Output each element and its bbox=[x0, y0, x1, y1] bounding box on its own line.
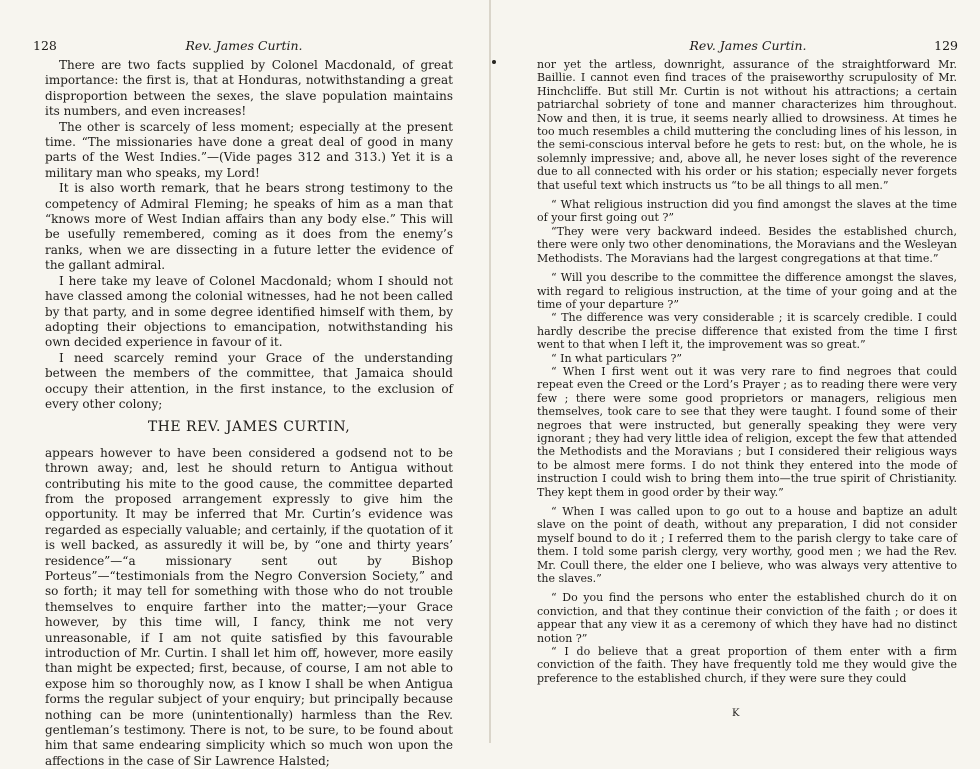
left-paragraph: appears however to have been considered a godsend not to be thrown away; and, lest he should return to Antigua without contributing his mite to the good cause, the committee departed from the proposed arrangement expressly to give him the opportunity. It may be inferred that Mr. Curtin’s evidence was regarded as especially valuable; and certainly, if the quotation of it is well backed, as assuredly it will be, by “one and thirty years’ residence”—“a missionary sent out by Bishop Porteus”—“testimonials from the Negro Conversion Society,” and so forth; it may tell for something with those who do not trouble themselves to enquire farther into the matter;—your Grace however, by this time will, I fancy, think me not very unreasonable, if I am not quite satisfied by this favourable introduction of Mr. Curtin. I shall let him off, however, more easily than might be expected; first, because, of course, I am not able to expose him so thoroughly now, as I know I shall be when Antigua forms the regular subject of your enquiry; but principally because nothing can be more (unintentionally) harmless than the Rev. gentleman’s testimony. There is not, to be sure, to be found about him that same endearing simplicity which so much won upon the affections in the case of Sir Lawrence Halsted; bbox=[45, 445, 453, 768]
right-paragraph: “ When I first went out it was very rare to find negroes that could repeat even the Creed or the Lord’s Prayer ; as to reading there were very few ; there were some good proprietors or managers, religious men themselves, took care to see that they were taught. I found some of their negroes that were instructed, but generally speaking they were very ignorant ; they had very little idea of religion, except the few that attended the Methodists and the Moravians ; but I considered their religious ways to be almost mere forms. I do not think they entered into the mode of instruction I could wish to bring them into—the true spirit of Christianity. They kept them in good order by their way.” bbox=[537, 364, 957, 499]
right-paragraph: “ The difference was very considerable ; it is scarcely credible. I could hardly describe the precise difference that existed from the time I first went to that when I left it, the improvement was so great.” bbox=[537, 311, 957, 352]
right-paragraph: “ I do believe that a great proportion of them enter with a firm conviction of the faith. They have frequently told me they would give the preference to the established church, if they were sure they could bbox=[537, 645, 957, 685]
left-paragraph: There are two facts supplied by Colonel Macdonald, of great importance: the first is, that at Honduras, notwithstanding a great disproportion between the sexes, the slave population maintains its numbers, and even increases! bbox=[45, 58, 453, 119]
right-page-header bbox=[538, 38, 958, 56]
right-running-head: Rev. James Curtin. bbox=[689, 38, 807, 53]
left-page bbox=[0, 0, 490, 768]
right-paragraph: “ What religious instruction did you find amongst the slaves at the time of your first going out ?” bbox=[537, 198, 957, 225]
left-paragraph: I need scarcely remind your Grace of the understanding between the members of the committee, that Jamaica should occupy their attention, in the first instance, to the exclusion of every other colony; bbox=[45, 350, 453, 411]
right-paragraph: “They were very backward indeed. Besides the established church, there were only two other denominations, the Moravians and the Wesleyan Methodists. The Moravians had the largest congregations at that time.” bbox=[537, 224, 957, 265]
right-paragraph: “ Will you describe to the committee the difference amongst the slaves, with regard to religious instruction, at the time of your going and at the time of your departure ?” bbox=[537, 271, 957, 311]
left-page-number: 128 bbox=[33, 38, 57, 53]
right-page bbox=[490, 0, 980, 743]
right-paragraph: “ When I was called upon to go out to a house and baptize an adult slave on the point of death, without any preparation, I did not consider myself bound to do it ; I referred them to the parish clergy to take care of them. I told some parish clergy, very worthy, good men ; we had the Rev. Mr. Coull there, the elder one I believe, who was always very attentive to the slaves.” bbox=[537, 505, 957, 586]
section-heading: THE REV. JAMES CURTIN, bbox=[147, 419, 351, 436]
left-running-head: Rev. James Curtin. bbox=[185, 38, 303, 53]
left-paragraph: I here take my leave of Colonel Macdonald; whom I should not have classed among the colonial witnesses, had he not been called by that party, and in some degree identified himself with them, by adopting their objections to emancipation, notwithstanding his own decided experience in favour of it. bbox=[45, 273, 453, 350]
left-page-text bbox=[45, 58, 453, 769]
right-paragraph: nor yet the artless, downright, assurance of the straightforward Mr. Baillie. I cannot even find traces of the praiseworthy scrupulosity of Mr. Hinchcliffe. But still Mr. Curtin is not without his attractions; a certain patriarchal sobriety of tone and manner characterizes him throughout. Now and then, it is true, it seems nearly allied to drowsiness. At times he too much resembles a child muttering the concluding lines of his lesson, in the semi-conscious interval before he gets to rest: but, on the whole, he is solemnly impressive; and, above all, he never loses sight of the reverence due to all connected with his order or his station; especially never forgets that useful text which instructs us “to be all things to all men.” bbox=[537, 58, 957, 192]
left-paragraph: The other is scarcely of less moment; especially at the present time. “The missionaries have done a great deal of good in many parts of the West Indies.”—(Vide pages 312 and 313.) Yet it is a military man who speaks, my Lord! bbox=[45, 119, 453, 180]
left-page-header bbox=[33, 38, 455, 56]
right-page-text bbox=[537, 58, 957, 685]
right-page-number: 129 bbox=[934, 38, 958, 53]
right-paragraph: “ Do you find the persons who enter the established church do it on conviction, and that they continue their conviction of the faith ; or does it appear that any view it as a ceremony of which they have had no distinct notion ?” bbox=[537, 591, 957, 645]
left-paragraph: It is also worth remark, that he bears strong testimony to the competency of Admiral Fleming; he speaks of him as a man that “knows more of West Indian affairs than any body else.” This will be usefully remembered, coming as it does from the enemy’s ranks, when we are dissecting in a future letter the evidence of the gallant admiral. bbox=[45, 181, 453, 273]
signature-mark: K bbox=[732, 708, 740, 719]
right-paragraph: “ In what particulars ?” bbox=[551, 351, 683, 365]
